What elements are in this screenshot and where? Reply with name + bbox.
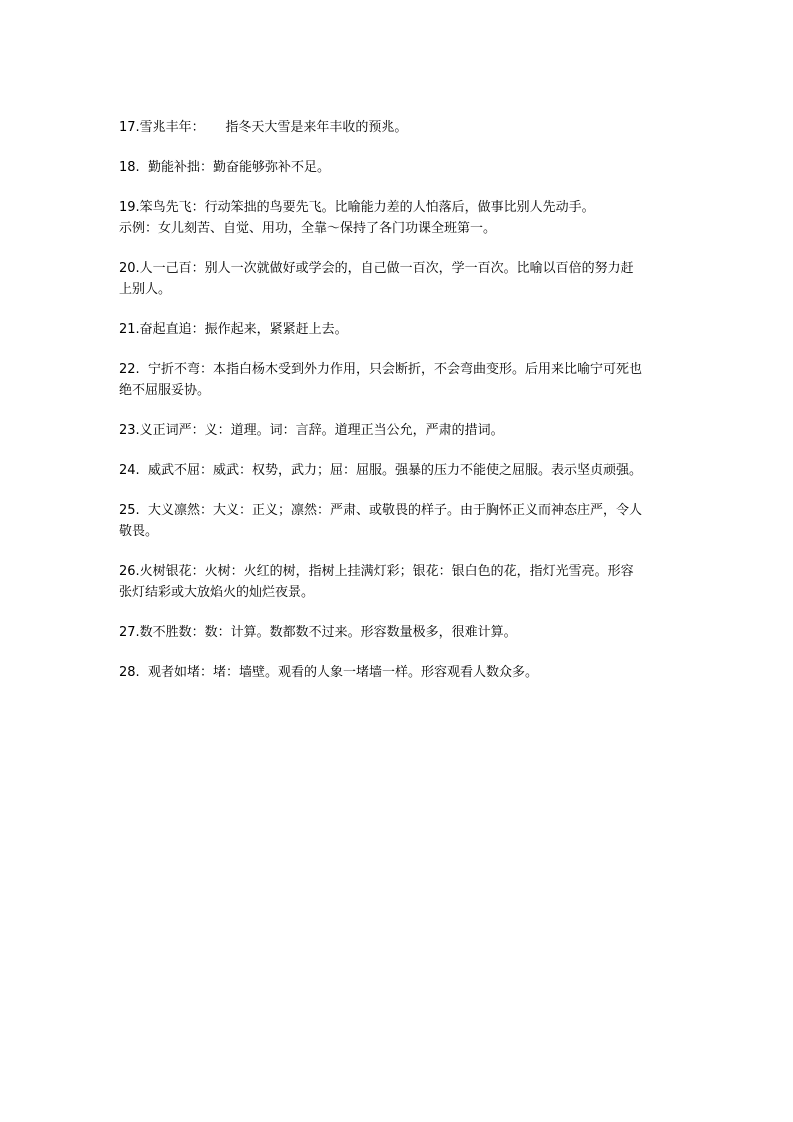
entry-line: 敬畏。: [119, 524, 159, 539]
entry-line: 27.数不胜数：数：计算。数都数不过来。形容数量极多，很难计算。: [119, 625, 517, 640]
entry-line: 28. 观者如堵：堵：墙壁。观看的人象一堵墙一样。形容观看人数众多。: [119, 665, 538, 680]
entry-line: 24. 威武不屈：威武：权势，武力；屈：屈服。强暴的压力不能使之屈服。表示坚贞顽强。: [119, 463, 642, 478]
document-body: [119, 117, 679, 702]
entry-line: 张灯结彩或大放焰火的灿烂夜景。: [119, 585, 315, 600]
entry-line: 23.义正词严：义：道理。词：言辞。道理正当公允，严肃的措词。: [119, 423, 504, 438]
idiom-entry-17: [119, 117, 679, 138]
idiom-entry-26: [119, 561, 679, 603]
idiom-entry-27: [119, 622, 679, 643]
entry-line: 25. 大义凛然：大义：正义；凛然：严肃、或敬畏的样子。由于胸怀正义而神态庄严，令人: [119, 503, 642, 518]
entry-example-line: 示例：女儿刻苦、自觉、用功，全靠～保持了各门功课全班第一。: [119, 221, 497, 236]
entry-line: 22. 宁折不弯：本指白杨木受到外力作用，只会断折，不会弯曲变形。后用来比喻宁可死也: [119, 362, 642, 377]
idiom-entry-20: [119, 258, 679, 300]
idiom-entry-18: [119, 157, 679, 178]
entry-line: 17.雪兆丰年： 指冬天大雪是来年丰收的预兆。: [119, 120, 408, 135]
idiom-entry-24: [119, 460, 679, 481]
entry-line: 绝不屈服妥协。: [119, 383, 211, 398]
entry-line: 18. 勤能补拙：勤奋能够弥补不足。: [119, 160, 330, 175]
idiom-entry-19: [119, 197, 679, 239]
idiom-entry-25: [119, 500, 679, 542]
entry-line: 上别人。: [119, 282, 172, 297]
entry-line: 20.人一己百：别人一次就做好或学会的，自己做一百次，学一百次。比喻以百倍的努力赶: [119, 261, 634, 276]
idiom-entry-21: [119, 319, 679, 340]
entry-line: 26.火树银花：火树：火红的树，指树上挂满灯彩；银花：银白色的花，指灯光雪亮。形容: [119, 564, 634, 579]
idiom-entry-22: [119, 359, 679, 401]
idiom-entry-23: [119, 420, 679, 441]
entry-line: 19.笨鸟先飞：行动笨拙的鸟要先飞。比喻能力差的人怕落后，做事比别人先动手。: [119, 200, 595, 215]
entry-line: 21.奋起直追：振作起来，紧紧赶上去。: [119, 322, 348, 337]
idiom-entry-28: [119, 662, 679, 683]
